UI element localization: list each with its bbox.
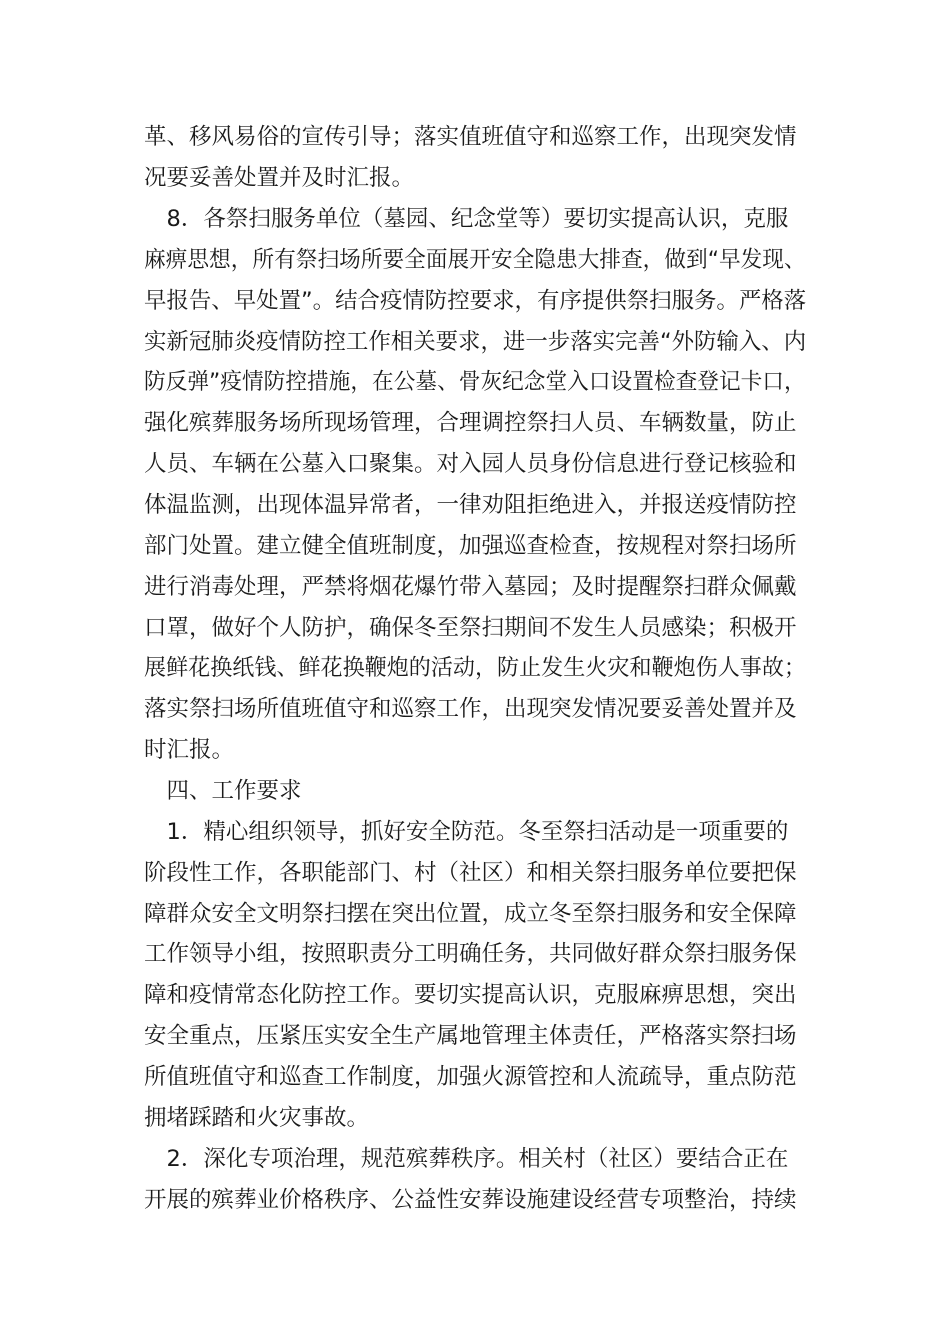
- text-line: 麻痹思想，所有祭扫场所要全面展开安全隐患大排查，做到“早发现、: [144, 247, 806, 273]
- text-line: 阶段性工作，各职能部门、村（社区）和相关祭扫服务单位要把保: [144, 860, 797, 886]
- text-line: 体温监测，出现体温异常者，一律劝阻拒绝进入，并报送疫情防控: [144, 492, 797, 518]
- section-heading: 四、工作要求: [144, 778, 302, 804]
- text-line: 障和疫情常态化防控工作。要切实提高认识，克服麻痹思想，突出: [144, 982, 797, 1008]
- text-line: 部门处置。建立健全值班制度，加强巡查检查，按规程对祭扫场所: [144, 533, 797, 559]
- text-line: 安全重点，压紧压实安全生产属地管理主体责任，严格落实祭扫场: [144, 1023, 797, 1049]
- text-line: 防反弹”疫情防控措施，在公墓、骨灰纪念堂入口设置检查登记卡口，: [144, 369, 806, 395]
- text-line: 开展的殡葬业价格秩序、公益性安葬设施建设经营专项整治，持续: [144, 1187, 797, 1213]
- text-line: 1．精心组织领导，抓好安全防范。冬至祭扫活动是一项重要的: [144, 819, 789, 845]
- text-line: 口罩，做好个人防护，确保冬至祭扫期间不发生人员感染；积极开: [144, 615, 797, 641]
- text-line: 进行消毒处理，严禁将烟花爆竹带入墓园；及时提醒祭扫群众佩戴: [144, 574, 797, 600]
- text-line: 况要妥善处置并及时汇报。: [144, 165, 415, 191]
- text-line: 革、移风易俗的宣传引导；落实值班值守和巡察工作，出现突发情: [144, 124, 797, 150]
- text-line: 强化殡葬服务场所现场管理，合理调控祭扫人员、车辆数量，防止: [144, 410, 797, 436]
- text-line: 所值班值守和巡查工作制度，加强火源管控和人流疏导，重点防范: [144, 1064, 797, 1090]
- text-line: 8．各祭扫服务单位（墓园、纪念堂等）要切实提高认识，克服: [144, 206, 789, 232]
- text-line: 落实祭扫场所值班值守和巡察工作，出现突发情况要妥善处置并及: [144, 696, 797, 722]
- text-line: 展鲜花换纸钱、鲜花换鞭炮的活动，防止发生火灾和鞭炮伤人事故；: [144, 655, 806, 681]
- text-line: 人员、车辆在公墓入口聚集。对入园人员身份信息进行登记核验和: [144, 451, 797, 477]
- text-line: 障群众安全文明祭扫摆在突出位置，成立冬至祭扫服务和安全保障: [144, 901, 797, 927]
- text-line: 工作领导小组，按照职责分工明确任务，共同做好群众祭扫服务保: [144, 941, 797, 967]
- text-line: 时汇报。: [144, 737, 235, 763]
- text-line: 实新冠肺炎疫情防控工作相关要求，进一步落实完善“外防输入、内: [144, 329, 807, 355]
- text-line: 2．深化专项治理，规范殡葬秩序。相关村（社区）要结合正在: [144, 1146, 789, 1172]
- text-line: 拥堵踩踏和火灾事故。: [144, 1105, 370, 1131]
- text-line: 早报告、早处置”。结合疫情防控要求，有序提供祭扫服务。严格落: [144, 288, 807, 314]
